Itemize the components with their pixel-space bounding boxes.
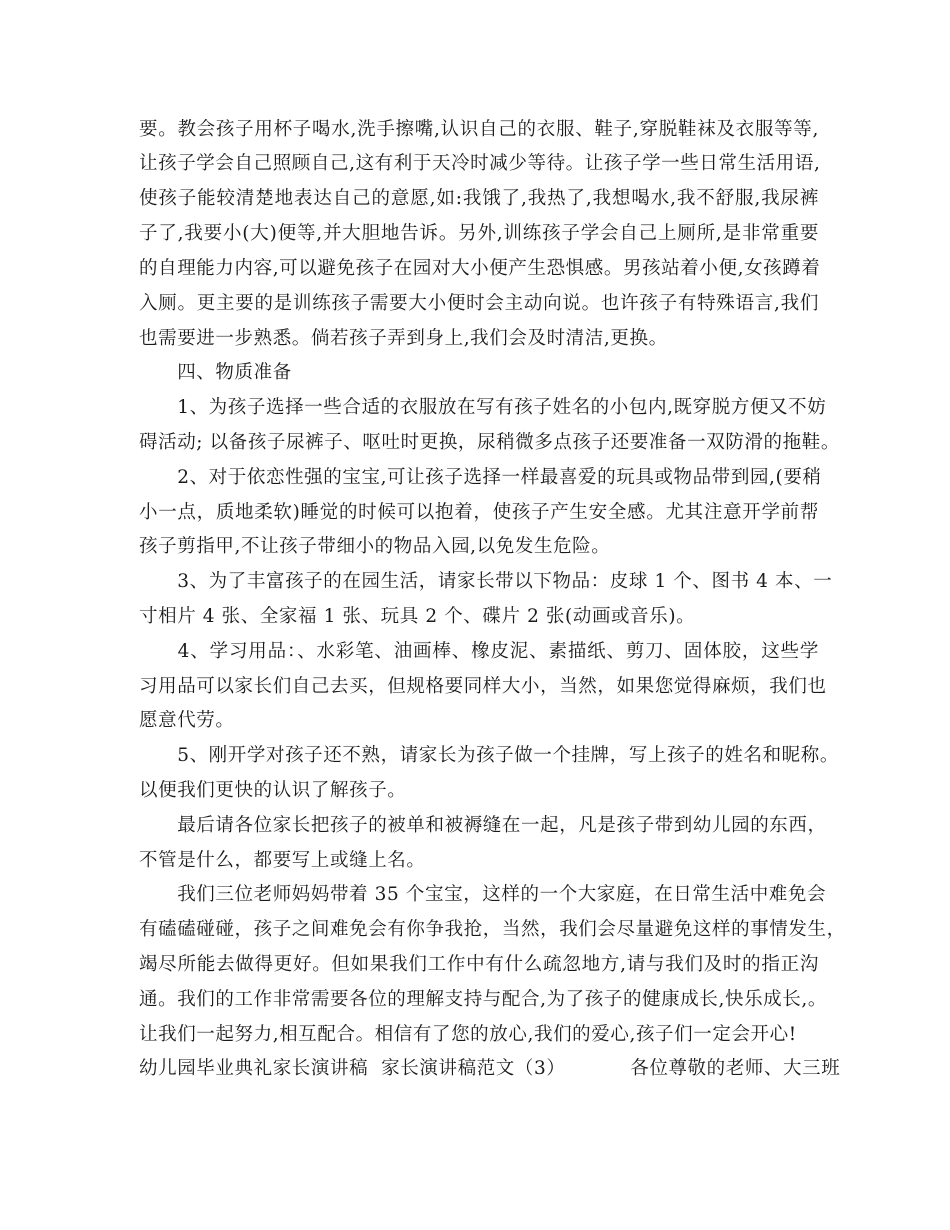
text-line: 通。我们的工作非常需要各位的理解支持与配合,为了孩子的健康成长,快乐成长,。	[139, 989, 827, 1010]
text-line: 4、学习用品：、水彩笔、油画棒、橡皮泥、素描纸、剪刀、固体胶，这些学	[139, 641, 819, 662]
text-line: 5、刚开学对孩子还不熟，请家长为孩子做一个挂牌，写上孩子的姓名和昵称。	[139, 745, 839, 766]
text-line: 子了,我要小(大)便等,并大胆地告诉。另外,训练孩子学会自己上厕所,是非常重要	[139, 223, 819, 244]
text-line: 有磕磕碰碰，孩子之间难免会有你争我抢，当然，我们会尽量避免这样的事情发生，	[139, 919, 846, 940]
text-line: 让孩子学会自己照顾自己,这有利于天冷时减少等待。让孩子学一些日常生活用语,	[139, 153, 821, 174]
text-line: 入厕。更主要的是训练孩子需要大小便时会主动向说。也许孩子有特殊语言,我们	[139, 293, 819, 314]
text-line: 2、对于依恋性强的宝宝,可让孩子选择一样最喜爱的玩具或物品带到园,(要稍	[139, 467, 822, 488]
text-line: 小一点，质地柔软)睡觉的时候可以抱着，使孩子产生安全感。尤其注意开学前帮	[139, 502, 819, 523]
text-line: 的自理能力内容,可以避免孩子在园对大小便产生恐惧感。男孩站着小便,女孩蹲着	[139, 258, 821, 279]
text-line: 幼儿园毕业典礼家长演讲稿 家长演讲稿范文（3） 各位尊敬的老师、大三班	[139, 1058, 841, 1079]
text-line: 孩子剪指甲,不让孩子带细小的物品入园,以免发生危险。	[139, 536, 611, 557]
text-line: 3、为了丰富孩子的在园生活，请家长带以下物品：皮球 1 个、图书 4 本、一	[139, 571, 833, 592]
text-line: 要。教会孩子用杯子喝水,洗手擦嘴,认识自己的衣服、鞋子,穿脱鞋袜及衣服等等,	[139, 119, 819, 140]
text-line: 最后请各位家长把孩子的被单和被褥缝在一起，凡是孩子带到幼儿园的东西，	[139, 815, 827, 836]
text-line: 碍活动; 以备孩子尿裤子、呕吐时更换，尿稍微多点孩子还要准备一双防滑的拖鞋。	[139, 432, 840, 453]
text-line: 愿意代劳。	[139, 710, 235, 731]
text-line: 不管是什么，都要写上或缝上名。	[139, 850, 426, 871]
text-line: 我们三位老师妈妈带着 35 个宝宝，这样的一个大家庭，在日常生活中难免会	[139, 884, 827, 905]
text-line: 竭尽所能去做得更好。但如果我们工作中有什么疏忽地方,请与我们及时的指正沟	[139, 954, 819, 975]
text-line: 让我们一起努力,相互配合。相信有了您的放心,我们的爱心,孩子们一定会开心!	[139, 1024, 797, 1045]
text-line: 习用品可以家长们自己去买，但规格要同样大小，当然，如果您觉得麻烦，我们也	[139, 676, 827, 697]
text-line: 1、为孩子选择一些合适的衣服放在写有孩子姓名的小包内,既穿脱方便又不妨	[139, 397, 827, 418]
text-line: 也需要进一步熟悉。倘若孩子弄到身上,我们会及时清洁,更换。	[139, 328, 668, 349]
section-heading: 四、物质准备	[139, 362, 292, 383]
text-line: 使孩子能较清楚地表达自己的意愿,如:我饿了,我热了,我想喝水,我不舒服,我尿裤	[139, 188, 819, 209]
text-line: 寸相片 4 张、全家福 1 张、玩具 2 个、碟片 2 张(动画或音乐)。	[139, 606, 696, 627]
text-line: 以便我们更快的认识了解孩子。	[139, 780, 407, 801]
